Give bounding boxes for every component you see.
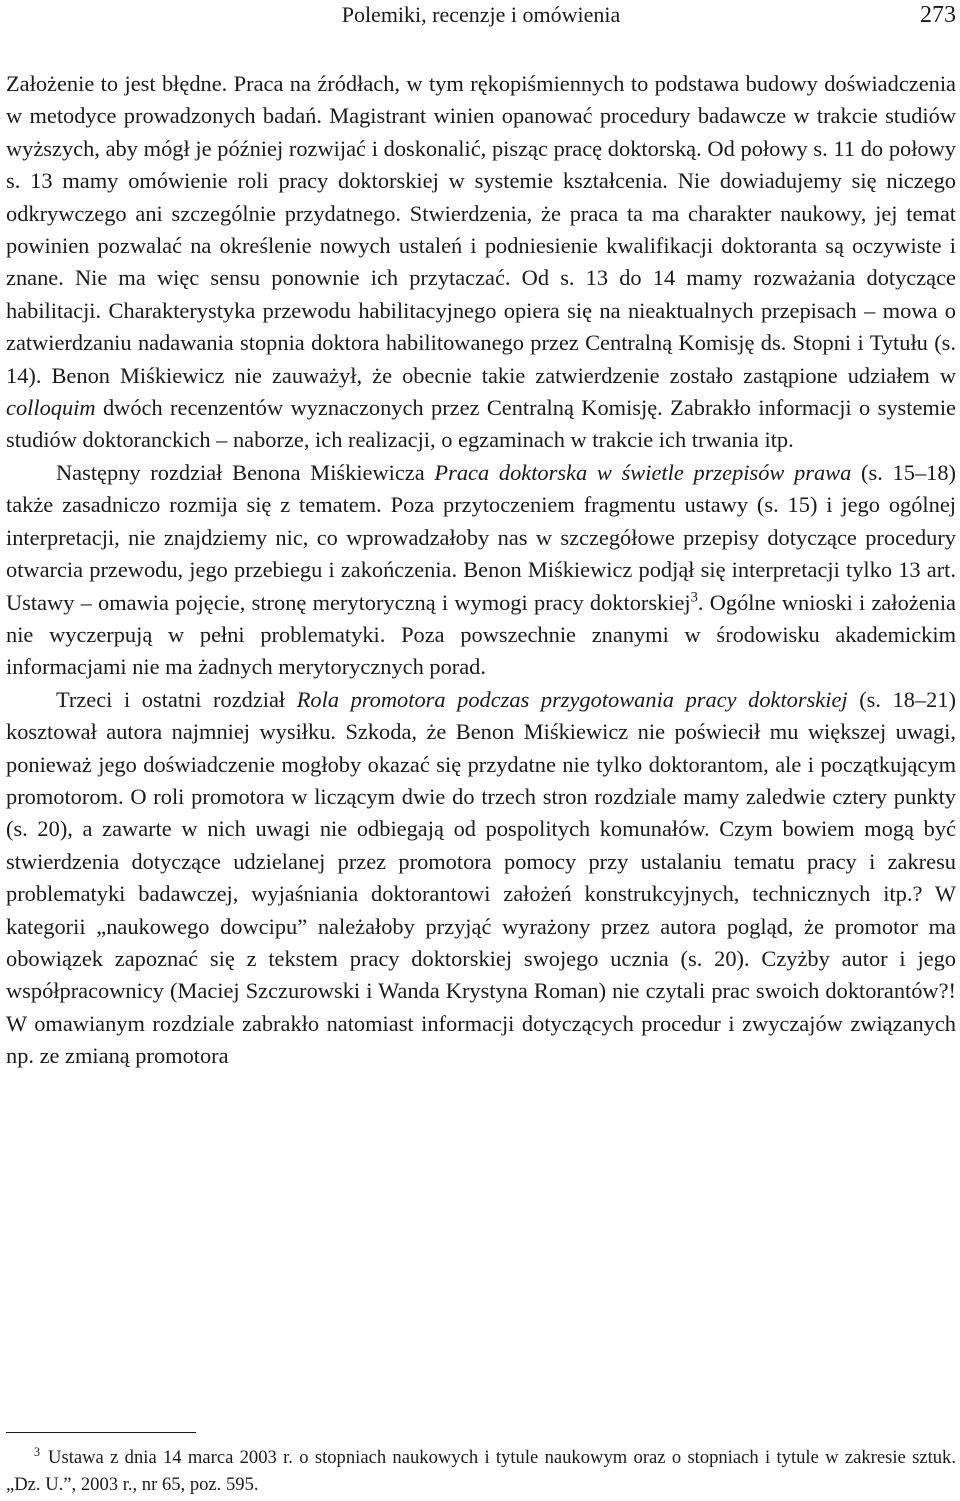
text-run: . Ogólne wnioski i założenia nie wyczerpują w pełni problematyki. Poza powszechnie znanymi w środowisku akademickim informacjami nie ma żadnych merytorycznych porad. [6,589,956,680]
body-text [6,68,956,1073]
footnote [6,1444,956,1498]
italic-text: Rola promotora podczas przygotowania pracy doktorskiej [296,686,848,712]
text-run: dwóch recenzentów wyznaczonych przez Centralną Komisję. Zabrakło informacji o systemie studiów doktoranckich – naborze, ich realizacji, o egzaminach w trakcie ich trwania itp. [6,395,956,453]
text-run: (s. 18–21) kosztował autora najmniej wysiłku. Szkoda, że Benon Miśkiewicz nie poświecił mu większej uwagi, ponieważ jego doświadczenie mogłoby okazać się przydatne nie tylko doktorantom, ale i początkującym promotorom. O roli promotora w liczącym dwie do trzech stron rozdziale mamy zaledwie cztery punkty (s. 20), a zawarte w nich uwagi nie odbiegają od pospolitych komunałów. Czym bowiem mogą być stwierdzenia dotyczące udzielanej przez promotora pomocy przy ustalaniu tematu pracy i zakresu problematyki badawczej, wyjaśniania doktorantowi założeń konstrukcyjnych, technicznych itp.? W kategorii „naukowego dowcipu” należałoby przyjąć wyrażony przez autora pogląd, że promotor ma obowiązek zapoznać się z tekstem pracy doktorskiej swojego ucznia (s. 20). Czyżby autor i jego współpracownicy (Maciej Szczurowski i Wanda Krystyna Roman) nie czytali prac swoich doktorantów?! W omawianym rozdziale zabrakło natomiast informacji dotyczących procedur i zwyczajów związanych np. ze zmianą promotora [6,686,956,1069]
running-header [6,0,956,46]
text-run: Następny rozdział Benona Miśkiewicza [56,459,435,485]
text-run: Założenie to jest błędne. Praca na źródłach, w tym rękopiśmiennych to podstawa budowy doświadczenia w metodyce prowadzonych badań. Magistrant winien opanować procedury badawcze w trakcie studiów wyższych, aby mógł je później rozwijać i doskonalić, pisząc pracę doktorską. Od połowy s. 11 do połowy s. 13 mamy omówienie roli pracy doktorskiej w systemie kształcenia. Nie dowiadujemy się niczego odkrywczego ani szczególnie przydatnego. Stwierdzenia, że praca ta ma charakter naukowy, jej temat powinien pozwalać na określenie nowych ustaleń i podniesienie kwalifikacji doktoranta są oczywiste i znane. Nie ma więc sensu ponownie ich przytaczać. Od s. 13 do 14 mamy rozważania dotyczące habilitacji. Charakterystyka przewodu habilitacyjnego opiera się na nieaktualnych przepisach – mowa o zatwierdzaniu nadawania stopnia doktora habilitowanego przez Centralną Komisję ds. Stopni i Tytułu (s. 14). Benon Miśkiewicz nie zauważył, że obecnie takie zatwierdzenie zostało zastąpione udziałem w [6,71,956,388]
footnote-divider [6,1432,196,1433]
running-header-title: Polemiki, recenzje i omówienia [341,2,621,27]
footnote-reference: 3 [690,589,698,606]
paragraph [6,457,956,684]
text-run: Trzeci i ostatni rozdział [56,686,297,712]
text-run: (s. 15–18) także zasadniczo rozmija się z tematem. Poza przytoczeniem fragmentu ustawy (s. 15) i jego ogólnej interpretacji, nie znajdziemy nic, co wprowadzałoby nas w szczegółowe przepisy dotyczące procedury otwarcia przewodu, jego przebiegu i zakończenia. Benon Miśkiewicz podjął się interpretacji tylko 13 art. Ustawy – omawia pojęcie, stronę merytoryczną i wymogi pracy doktorskiej [6,459,956,615]
paragraph [6,684,956,1073]
footnote-marker: 3 [34,1444,41,1459]
paragraph [6,68,956,457]
page [6,0,956,1495]
footnote-text: Ustawa z dnia 14 marca 2003 r. o stopniach naukowych i tytule naukowym oraz o stopniach i tytule w zakresie sztuk. „Dz. U.”, 2003 r., nr 65, poz. 595. [6,1447,956,1495]
italic-text: colloquim [6,395,96,421]
page-number: 273 [920,2,956,28]
italic-text: Praca doktorska w świetle przepisów prawa [434,459,852,485]
